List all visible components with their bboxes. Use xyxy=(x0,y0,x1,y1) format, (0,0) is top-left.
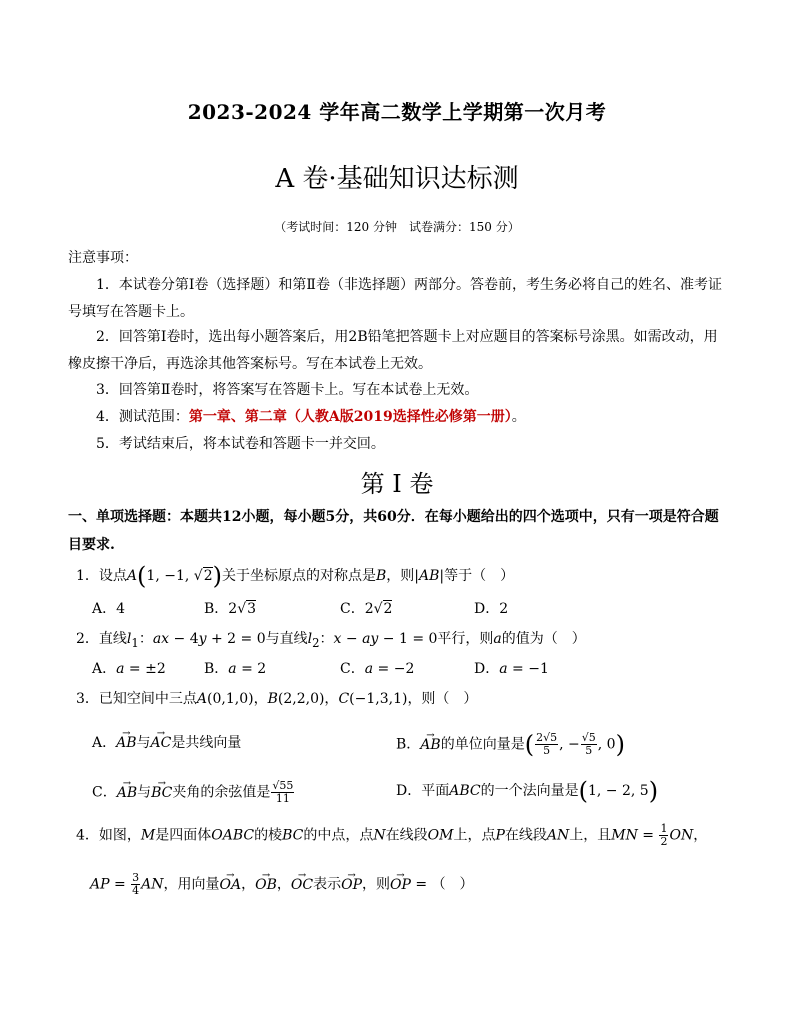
exam-meta: （考试时间：120 分钟 试卷满分：150 分） xyxy=(274,220,520,234)
q1-text-a: 1．设点 xyxy=(76,568,127,584)
note-1: 1．本试卷分第Ⅰ卷（选择题）和第Ⅱ卷（非选择题）两部分。答卷前，考生务必将自己的姓名、准考证号填写在答题卡上。 xyxy=(68,277,722,320)
note-4-scope: 第一章、第二章（人教A版2019选择性必修第一册） xyxy=(188,409,512,425)
q2-option-b[interactable]: B．a = 2 xyxy=(204,661,267,677)
q3-option-c[interactable]: C．→ AB与→ BC夹角的余弦值是 $\frac{√55}{11}$ xyxy=(92,780,295,805)
q1-option-b[interactable]: B．2√3 xyxy=(204,601,257,617)
q2-option-d[interactable]: D．a = −1 xyxy=(474,661,549,677)
note-4-prefix: 4．测试范围： xyxy=(96,409,189,425)
q3-text-d: ，则（ ） xyxy=(407,691,478,707)
q1-point-a: A xyxy=(126,568,138,584)
q2-text-d: 的值为（ ） xyxy=(501,631,586,647)
exam-title: 2023-2024 学年高二数学上学期第一次月考 xyxy=(187,100,607,124)
q3-text-a: 3．已知空间中三点 xyxy=(76,691,197,707)
q2-text-a: 2．直线 xyxy=(76,631,127,647)
q2-text-b: 与直线 xyxy=(265,631,308,647)
q1-option-d[interactable]: D．2 xyxy=(474,601,509,617)
q1-text-d: 等于（ ） xyxy=(444,568,515,584)
section-heading: 一、单项选择题：本题共12小题，每小题5分，共60分．在每小题给出的四个选项中，只有一项是符合题目要求. xyxy=(68,509,719,553)
q3-option-d[interactable]: D．平面ABC的一个法向量是(1, − 2, 5) xyxy=(396,777,659,805)
note-3: 3．回答第Ⅱ卷时，将答案写在答题卡上。写在本试卷上无效。 xyxy=(96,382,479,398)
q2-option-c[interactable]: C．a = −2 xyxy=(340,661,415,677)
volume-heading: 第 I 卷 xyxy=(360,470,434,498)
question-4: 4．如图，M是四面体OABC的棱BC的中点，点N在线段OM上，点P在线段AN上，且MN = $\frac{1}{2}$ ON， xyxy=(76,822,708,848)
q3-option-b[interactable]: B．→ AB的单位向量是( $\frac{2√5}{5}$ , − $\frac{√5}{5}$ , 0) xyxy=(396,732,625,757)
q1-text-c: ，则 xyxy=(386,568,415,584)
exam-subtitle: A 卷·基础知识达标测 xyxy=(275,164,519,194)
note-5: 5．考试结束后，将本试卷和答题卡一并交回。 xyxy=(96,436,385,452)
q1-option-a[interactable]: A．4 xyxy=(92,601,126,617)
question-4-continued: AP = $\frac{3}{4}$ AN，用向量→ OA，→ OB，→ OC表示→ OP，则→ OP = （ ） xyxy=(90,872,720,897)
q2-option-a[interactable]: A．a = ±2 xyxy=(92,661,166,677)
q1-sqrt2: √2 xyxy=(193,568,213,584)
question-3: 3．已知空间中三点A(0,1,0)，B(2,2,0)，C(−1,3,1)，则（ ） xyxy=(76,691,478,707)
notes-heading: 注意事项： xyxy=(68,250,138,266)
note-4-suffix: 。 xyxy=(511,409,526,425)
q1-abs-ab: |AB| xyxy=(414,568,445,584)
note-4 xyxy=(68,404,724,431)
note-2: 2．回答第Ⅰ卷时，选出每小题答案后，用2B铅笔把答题卡上对应题目的答案标号涂黑。如需改动，用橡皮擦干净后，再选涂其他答案标号。写在本试卷上无效。 xyxy=(68,329,718,372)
q1-text-b: 关于坐标原点的对称点是 xyxy=(222,568,376,584)
q2-text-c: 平行，则 xyxy=(437,631,494,647)
q3-option-a[interactable]: A．→ AB与→ AC是共线向量 xyxy=(92,732,241,754)
question-1: 1．设点A(1, −1, √2)关于坐标原点的对称点是B，则|AB|等于（ ） xyxy=(76,562,515,590)
question-2: 2．直线$l_1$：ax − 4y + 2 = 0与直线$l_2$：x − ay − 1 = 0平行，则a的值为（ ） xyxy=(76,631,586,650)
q1-option-c[interactable]: C．2√2 xyxy=(340,601,393,617)
